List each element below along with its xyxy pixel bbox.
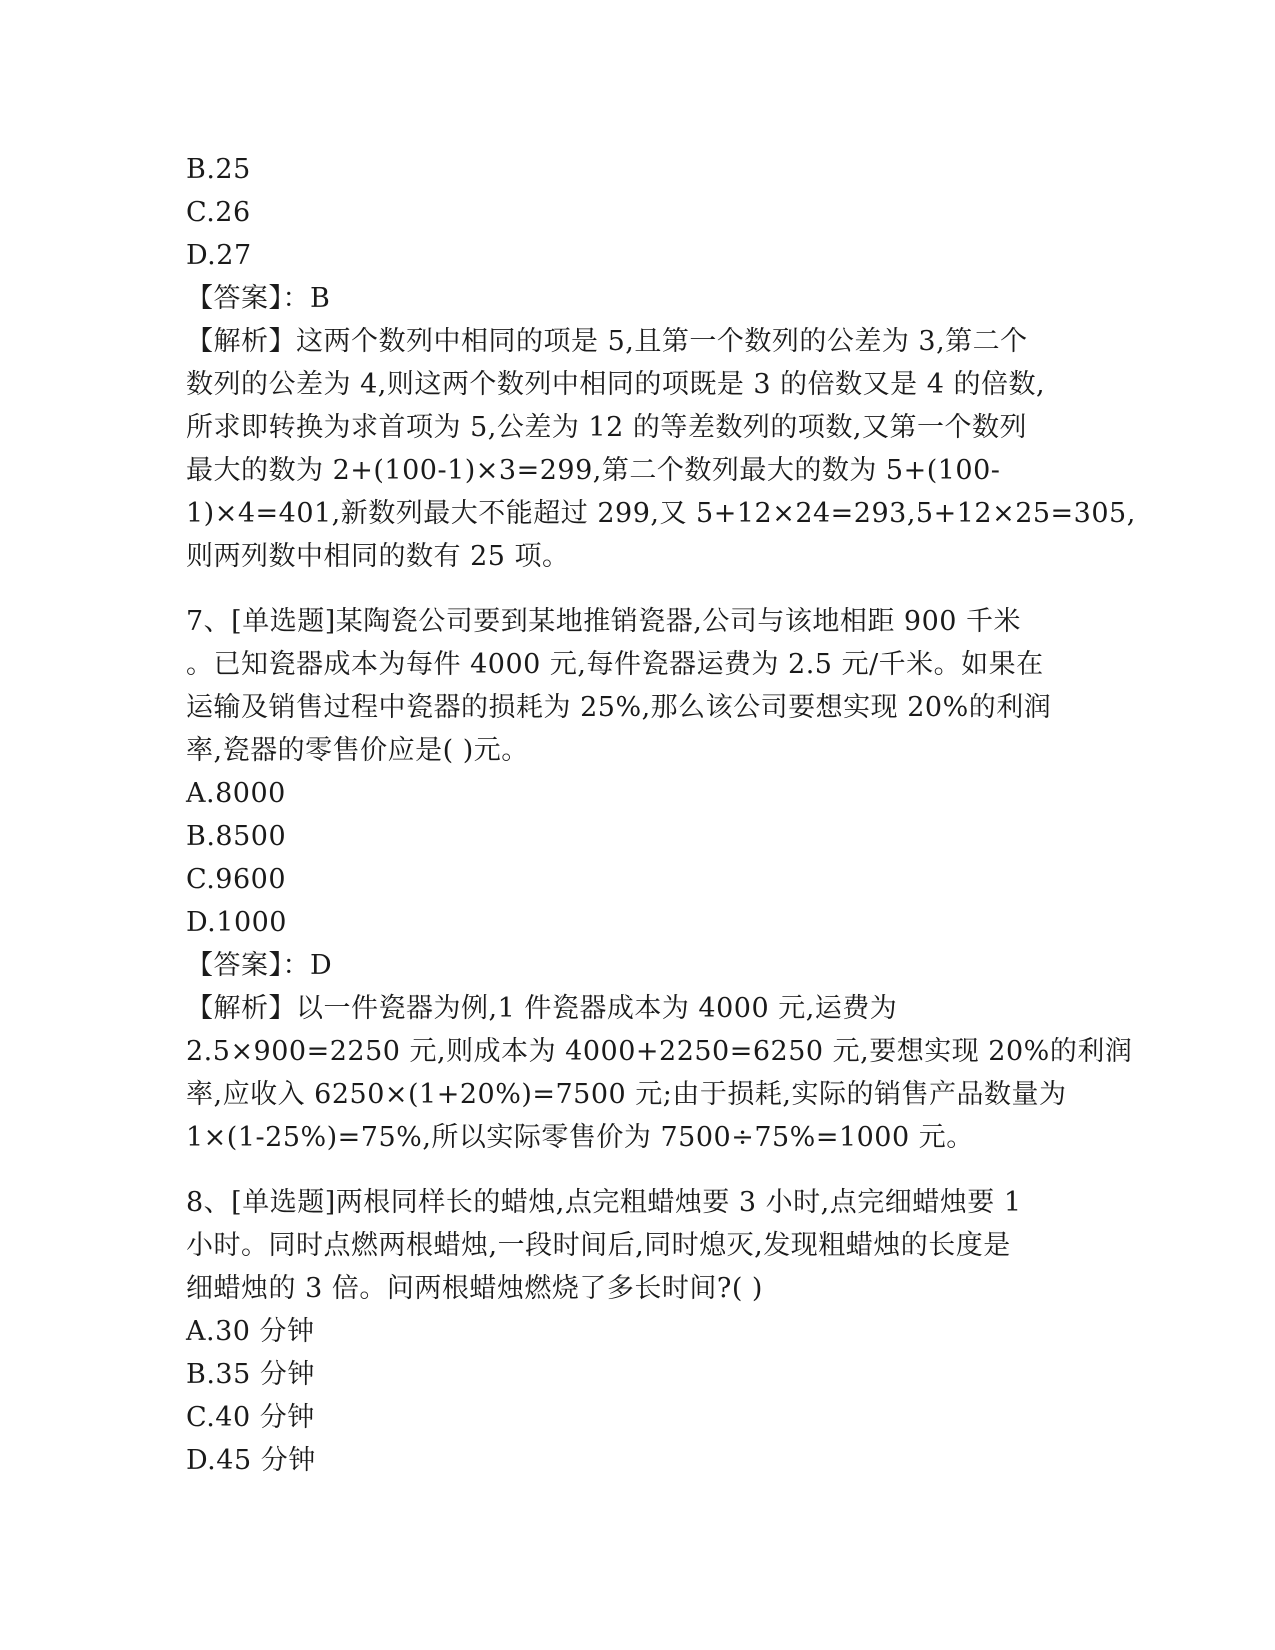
question-8: [186, 1181, 1086, 1482]
analysis-line: 则两列数中相同的数有 25 项。: [186, 541, 570, 572]
analysis-line: 2.5×900=2250 元,则成本为 4000+2250=6250 元,要想实现 20%的利润: [186, 1036, 1133, 1067]
option-c: C.26: [186, 197, 251, 228]
analysis-line: 率,应收入 6250×(1+20%)=7500 元;由于损耗,实际的销售产品数量为: [186, 1079, 1067, 1110]
option-b: B.35 分钟: [186, 1359, 315, 1390]
option-b: B.25: [186, 154, 251, 185]
question-stem: 。已知瓷器成本为每件 4000 元,每件瓷器运费为 2.5 元/千米。如果在: [186, 649, 1044, 680]
spacer: [186, 578, 1086, 600]
question-stem: 小时。同时点燃两根蜡烛,一段时间后,同时熄灭,发现粗蜡烛的长度是: [186, 1230, 1011, 1261]
question-stem: 8、[单选题]两根同样长的蜡烛,点完粗蜡烛要 3 小时,点完细蜡烛要 1: [186, 1187, 1022, 1218]
question-stem: 运输及销售过程中瓷器的损耗为 25%,那么该公司要想实现 20%的利润: [186, 692, 1052, 723]
answer: 【答案】：D: [186, 950, 333, 981]
question-6: [186, 148, 1136, 578]
question-stem: 细蜡烛的 3 倍。问两根蜡烛燃烧了多长时间?( ): [186, 1273, 763, 1304]
option-c: C.40 分钟: [186, 1402, 315, 1433]
option-b: B.8500: [186, 821, 287, 852]
question-stem: 率,瓷器的零售价应是( )元。: [186, 735, 529, 766]
option-d: D.45 分钟: [186, 1445, 316, 1476]
analysis-line: 1×(1-25%)=75%,所以实际零售价为 7500÷75%=1000 元。: [186, 1122, 974, 1153]
document-page: [186, 148, 1136, 1482]
spacer: [186, 1159, 1086, 1181]
option-a: A.30 分钟: [186, 1316, 315, 1347]
option-c: C.9600: [186, 864, 286, 895]
option-d: D.27: [186, 240, 252, 271]
answer: 【答案】：B: [186, 283, 331, 314]
analysis-line: 【解析】以一件瓷器为例,1 件瓷器成本为 4000 元,运费为: [186, 993, 898, 1024]
question-stem: 7、[单选题]某陶瓷公司要到某地推销瓷器,公司与该地相距 900 千米: [186, 606, 1022, 637]
analysis-line: 最大的数为 2+(100-1)×3=299,第二个数列最大的数为 5+(100-: [186, 455, 1001, 486]
analysis-line: 【解析】这两个数列中相同的项是 5,且第一个数列的公差为 3,第二个: [186, 326, 1028, 357]
option-d: D.1000: [186, 907, 287, 938]
analysis-line: 所求即转换为求首项为 5,公差为 12 的等差数列的项数,又第一个数列: [186, 412, 1027, 443]
question-7: [186, 600, 1133, 1159]
option-a: A.8000: [186, 778, 286, 809]
analysis-line: 1)×4=401,新数列最大不能超过 299,又 5+12×24=293,5+12×25=305,: [186, 498, 1136, 529]
analysis-line: 数列的公差为 4,则这两个数列中相同的项既是 3 的倍数又是 4 的倍数,: [186, 369, 1046, 400]
